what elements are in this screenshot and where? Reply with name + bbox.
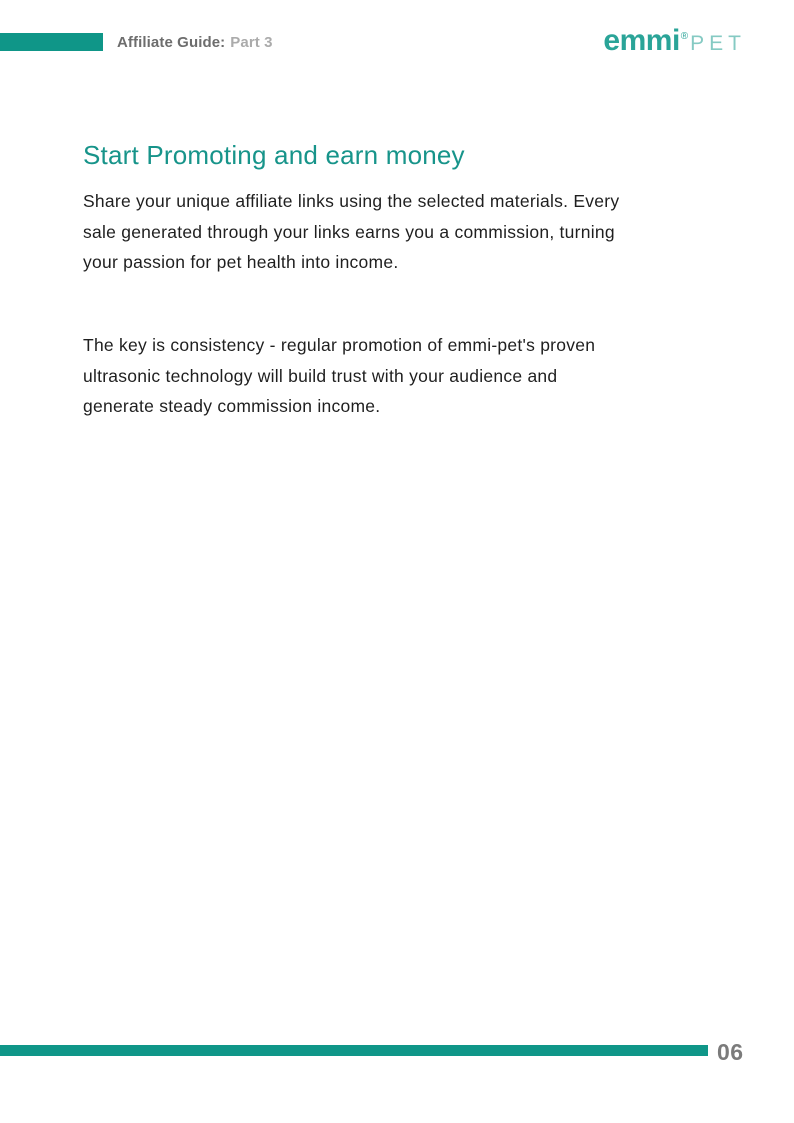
header-accent-bar bbox=[0, 33, 103, 51]
paragraph-1 bbox=[83, 186, 713, 278]
text-line: generate steady commission income. bbox=[83, 396, 381, 417]
text-line: The key is consistency - regular promotion of emmi-pet's proven bbox=[83, 335, 596, 355]
section-heading: Start Promoting and earn money bbox=[83, 140, 465, 170]
paragraph-2 bbox=[83, 330, 713, 422]
logo-brand-text: emmi bbox=[603, 24, 680, 57]
header-guide-label: Affiliate Guide: bbox=[117, 33, 226, 51]
text-line: sale generated through your links earns you a commission, turning bbox=[83, 221, 615, 242]
header-title bbox=[117, 33, 273, 51]
text-line: ultrasonic technology will build trust with your audience and bbox=[83, 365, 558, 386]
text-line: your passion for pet health into income. bbox=[83, 252, 399, 273]
footer-accent-bar bbox=[0, 1045, 708, 1056]
brand-logo bbox=[603, 24, 746, 58]
registered-trademark-icon: ® bbox=[680, 31, 689, 42]
header-part-label: Part 3 bbox=[230, 33, 273, 51]
page-number: 06 bbox=[717, 1039, 744, 1065]
text-line: Share your unique affiliate links using the selected materials. Every bbox=[83, 191, 620, 211]
logo-product-text: PET bbox=[690, 32, 746, 55]
